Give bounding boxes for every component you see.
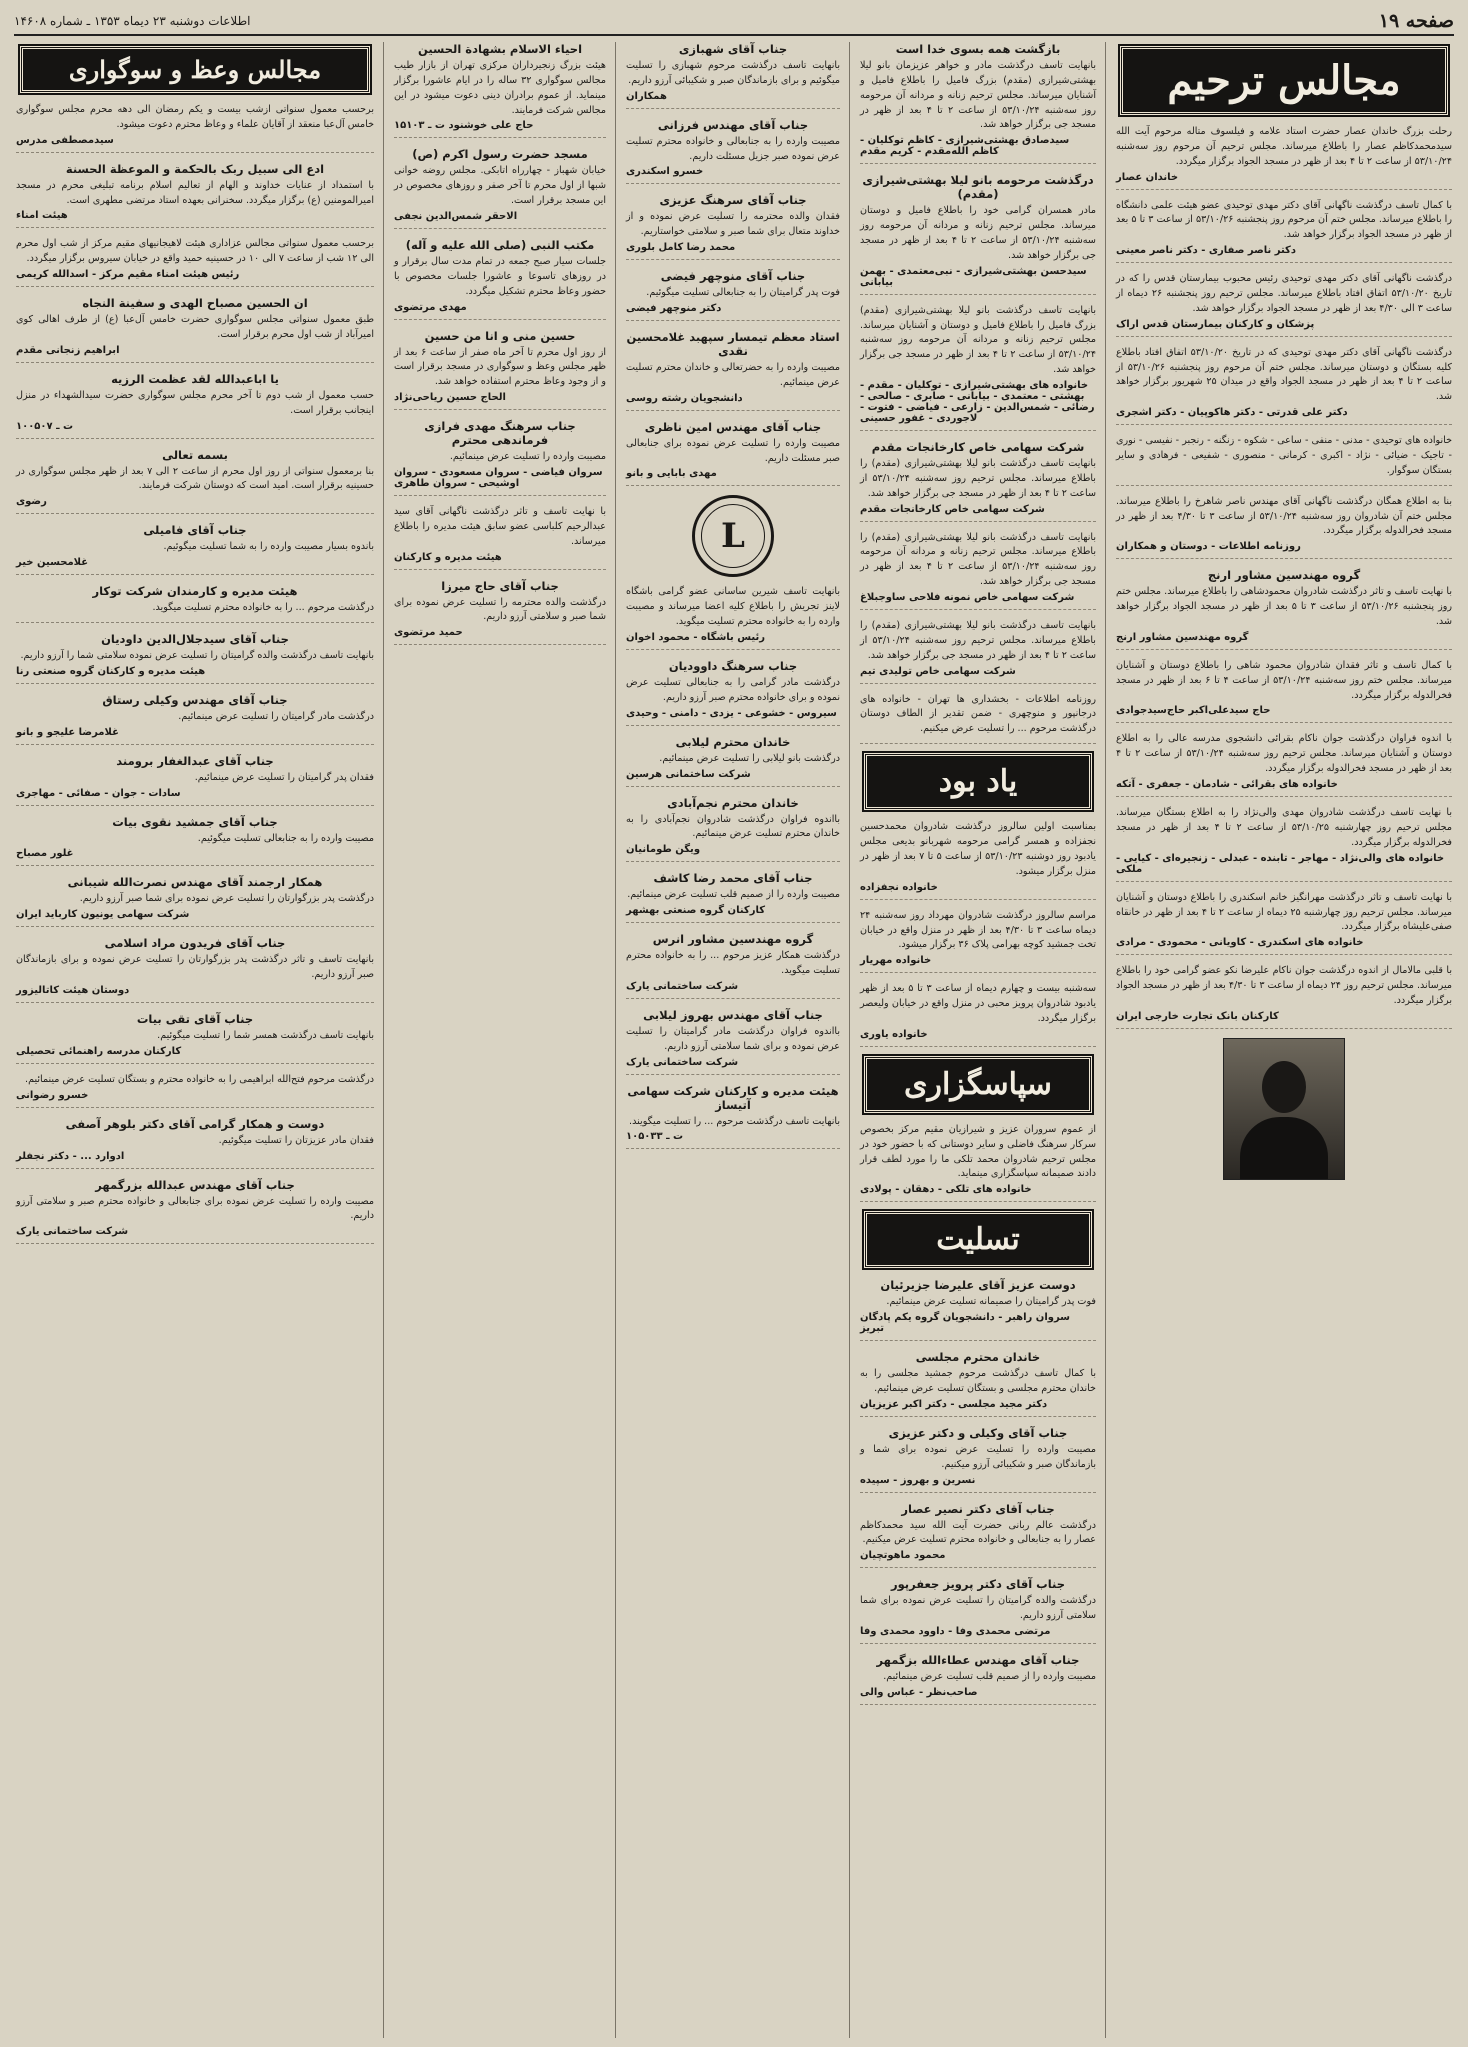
- notice-text: بانهایت تاسف شیرین ساسانی عضو گرامی باشگاه لاینز تجریش را باطلاع کلیه اعضا میرساند و مصیبت وارده را به خانواده محترم تسلیت میگوید.: [626, 586, 840, 628]
- notice-signature: مرتضی محمدی وفا - داوود محمدی وفا: [860, 1625, 1051, 1637]
- notice-text: سه‌شنبه بیست و چهارم دیماه از ساعت ۳ تا ۵ بعد از ظهر یادبود شادروان پرویز محبی در منزل واقع در خیابان ولیعصر برگزار میگردد.: [860, 983, 1096, 1024]
- notice-text: با قلبی مالامال از اندوه درگذشت جوان ناکام علیرضا نکو عضو گرامی خود را باطلاع میرساند. مجلس ترحیم روز ۲۴ دیماه از ساعت ۳ تا ۴/۳۰ بعد از ظهر در مسجد الجواد برگزار میگردد.: [1116, 965, 1452, 1006]
- notice-title: جناب آقای مهندس عبدالله بزرگمهر: [95, 1177, 295, 1192]
- notice-signature: دکتر منوچهر فیضی: [626, 303, 722, 315]
- notice-text: بمناسبت اولین سالروز درگذشت شادروان محمدحسین نجفزاده و همسر گرامی مرحومه شهربانو بدیعی مجلس یادبود روز دوشنبه ۵۳/۱۰/۲۳ از ساعت ۵ تا ۷ بعد از ظهر در منزل برگزار میشود.: [860, 821, 1096, 877]
- notice-title: جناب آقای عبدالغفار برومند: [116, 753, 274, 768]
- notice-signature: دکتر ناصر صفاری - دکتر ناصر معینی: [1116, 245, 1296, 257]
- notice: [394, 147, 606, 229]
- notice-title: جناب سرهنگ داوودیان: [668, 659, 798, 674]
- notice-text: بانهایت تاسف درگذشت بانو لیلا بهشتی‌شیرازی (مقدم) بزرگ فامیل را باطلاع فامیل و دوستان و آشنایان میرساند. مجلس ترحیم زنانه و مردانه آن مرحومه روز سه‌شنبه ۵۳/۱۰/۲۴ از ساعت ۲ تا ۴ بعد از ظهر در مسجد جی برگزار خواهد شد.: [860, 304, 1096, 376]
- notice: [860, 1426, 1096, 1493]
- notice-signature: خانواده های تلکی - دهقان - پولادی: [860, 1184, 1032, 1196]
- notice-signature: پزشکان و کارکنان بیمارستان قدس اراک: [1116, 318, 1315, 330]
- notice: [860, 1278, 1096, 1341]
- notice-title: مسجد حضرت رسول اکرم (ص): [412, 147, 588, 162]
- notice-text: بنا برمعمول سنواتی از روز اول محرم از ساعت ۲ الی ۷ بعد از ظهر مجلس سوگواری در حسینیه برقرار است. امید است که دوستان شرکت فرمایند.: [16, 465, 374, 492]
- banner-yadbud: یاد بود: [864, 753, 1092, 810]
- notice-signature: خانواده های والی‌نژاد - مهاجر - تابنده - عبدلی - زنجیره‌ای - کیایی - ملکی: [1116, 852, 1445, 875]
- notice: [860, 1350, 1096, 1417]
- notice: [1116, 125, 1452, 190]
- notice-title: جناب آقای سرهنگ عزیزی: [659, 193, 807, 208]
- notice-signature: مهدی مرتضوی: [394, 301, 467, 313]
- notice: [626, 871, 840, 923]
- notice-text: بانهایت تاسف درگذشت بانو لیلا بهشتی‌شیرازی (مقدم) را باطلاع میرساند. مجلس ترحیم روز سه‌شنبه ۵۳/۱۰/۲۴ از ساعت ۲ تا ۴ بعد از ظهر در مسجد جی برگزار خواهد شد.: [860, 620, 1096, 661]
- notice-signature: هیئت مدیره و کارکنان گروه صنعتی رنا: [16, 665, 206, 677]
- banner-tarhim: مجالس ترحیم: [1120, 46, 1448, 115]
- notice-signature: خانواده نجفزاده: [860, 881, 938, 893]
- column-vaz: [14, 42, 376, 2038]
- notice-title: جناب آقای تقی بیات: [136, 1012, 254, 1027]
- notice-text: خانواده های توحیدی - مدنی - منفی - ساعی - شکوه - زنگنه - رنجبر - نفیسی - نوری - تاجیک - ضیائی - نژاد - اکبری - کرمانی - منصوری - شفیعی - فرهادی و سایر بستگان سوگوار.: [1116, 435, 1452, 476]
- newspaper-page: [14, 8, 1454, 2038]
- notice-title: جناب آقای مهندس بهروز لیلابی: [643, 1007, 823, 1022]
- notice-signature: خانواده یاوری: [860, 1028, 928, 1040]
- notice: [16, 1117, 374, 1169]
- notice-signature: سیدمصطفی مدرس: [16, 134, 114, 146]
- notice: [1116, 199, 1452, 264]
- notice-text: درگذشت بانو لیلابی را تسلیت عرض مینمائیم.: [659, 752, 840, 764]
- notice-title: درگذشت مرحومه بانو لیلا بهشتی‌شیرازی (مقدم): [862, 173, 1094, 202]
- notice: [1116, 272, 1452, 337]
- notice-signature: هیئت امناء: [16, 210, 68, 222]
- notice: [860, 1502, 1096, 1569]
- notice-signature: شرکت سهامی یونیون کاربايد ایران: [16, 909, 190, 921]
- notice-title: حسین منی و انا من حسین: [424, 328, 576, 343]
- notice-text: مراسم سالروز درگذشت شادروان مهرداد روز سه‌شنبه ۲۴ دیماه ساعت ۳ تا ۴/۳۰ بعد از ظهر در منزل واقع در خیابان تخت جمشید کوچه بهرامی پلاک ۳۶ برگزار میشود.: [860, 909, 1096, 951]
- notice-text: بانهایت تاسف درگذشت مرحوم شهبازی را تسلیت میگوئیم و برای بازماندگان صبر و شکیبائی آرزو داریم.: [626, 60, 840, 86]
- notice-text: برحسب معمول سنواتی ازشب بیست و یکم رمضان الی دهه محرم مجلس سوگواری خامس آل‌عبا منعقد از آقایان علماء و وعاظ محترم دعوت میشود.: [16, 104, 374, 130]
- notice: [860, 304, 1096, 431]
- notice: [860, 1123, 1096, 1202]
- banner-taslit: تسلیت: [864, 1211, 1092, 1268]
- notice-signature: حاج سیدعلی‌اکبر حاج‌سیدجوادی: [1116, 705, 1271, 717]
- notice-title: جناب آقای وکیلی و دکتر عزیزی: [888, 1425, 1068, 1440]
- notice: [626, 659, 840, 726]
- notice-signature: خاندان عصار: [1116, 171, 1179, 183]
- notice: [394, 505, 606, 570]
- notice: [860, 909, 1096, 974]
- notice-title: جناب آقای جمشید نقوی بیات: [112, 814, 278, 829]
- notice-title: بازگشت همه بسوی خدا است: [895, 42, 1061, 56]
- notice-text: مصیبت وارده را تسلیت عرض مینمائیم.: [449, 451, 606, 463]
- page-header: [14, 8, 1454, 36]
- notice: [1116, 495, 1452, 560]
- notice-text: با کمال تاسف درگذشت ناگهانی آقای دکتر مهدی توحیدی عضو هیئت علمی دانشگاه را باطلاع میرساند. مجلس ختم آن مرحوم روز پنجشنبه ۵۳/۱۰/۲۶ از ساعت ۳ تا ۵ بعد از ظهر در مسجد الجواد برگزار خواهد شد.: [1116, 199, 1452, 241]
- notice: [860, 440, 1096, 522]
- notice-signature: ویگن طومانیان: [626, 844, 701, 856]
- notice-signature: همکاران: [626, 90, 667, 102]
- notice-text: مصیبت وارده را تسلیت عرض نموده برای جنابعالی صبر مسئلت داریم.: [626, 437, 840, 464]
- banner-vaz: مجالس وعظ و سوگواری: [20, 46, 370, 93]
- issue-line: اطلاعات دوشنبه ۲۳ دیماه ۱۳۵۳ ـ شماره ۱۴۶۰۸: [14, 14, 251, 28]
- page-number: صفحه ۱۹: [1378, 10, 1454, 32]
- notice: [16, 1012, 374, 1064]
- notice-title: دوست و همکار گرامی آقای دکتر بلوهر آصفی: [65, 1116, 325, 1131]
- notice-text: مصیبت وارده را به حضرتعالی و خاندان محترم تسلیت عرض مینمائیم.: [626, 362, 840, 388]
- notice-title: جناب آقای منوچهر فیضی: [660, 269, 806, 284]
- notice-text: مصیبت وارده را از صمیم قلب تسلیت عرض مینمائیم.: [627, 889, 840, 901]
- notice-title: استاد معظم تیمسار سپهبد غلامحسین نقدی: [626, 330, 840, 359]
- notice-title: احیاء الاسلام بشهادة الحسین: [417, 42, 583, 56]
- notice-signature: خسرو اسکندری: [626, 166, 704, 178]
- notice: [626, 118, 840, 185]
- notice: [626, 1084, 840, 1150]
- notice-signature: صاحب‌نظر - عباس والی: [860, 1686, 978, 1698]
- notice: [16, 693, 374, 745]
- notice-signature: نسرین و بهروز - سپیده: [860, 1474, 976, 1486]
- notice-signature: خانواده مهریار: [860, 955, 932, 967]
- notice-signature: ابراهیم زنجانی مقدم: [16, 344, 120, 356]
- notice: [626, 932, 840, 999]
- notice: [16, 523, 374, 575]
- notice-text: از عموم سروران عزیز و شیرازیان مقیم مرکز بخصوص سرکار سرهنگ فاضلی و سایر دوستانی که با حضور خود در مجلس ترحیم شادروان محمد تلکی ما را مورد لطف قرار دادند صمیمانه سپاسگزاری مینماید.: [860, 1123, 1096, 1180]
- notice-signature: خسرو رضوانی: [16, 1089, 89, 1101]
- notice: [1116, 346, 1452, 425]
- notice: [1116, 891, 1452, 956]
- notice-text: مصیبت وارده را به جنابعالی و خانواده محترم تسلیت عرض نموده صبر جزیل مسئلت داریم.: [626, 135, 840, 162]
- notice-signature: مهدی بابایی و بانو: [626, 468, 717, 480]
- notice-signature: رئیس باشگاه - محمود اخوان: [626, 632, 765, 644]
- notice: [1116, 434, 1452, 486]
- notice-text: بااندوه فراوان درگذشت شادروان نجم‌آبادی را به خاندان محترم تسلیت عرض مینمائیم.: [626, 813, 840, 840]
- notice-text: بانهایت تاسف و تاثر درگذشت پدر بزرگوارتان را تسلیت عرض نموده و برای بازماندگان صبر آرزو داریم.: [16, 954, 374, 981]
- notice-signature: ت ـ ۱۰۰۵۰۷: [16, 420, 74, 432]
- notice-signature: محمد رضا کامل بلوری: [626, 242, 736, 254]
- notice-text: مصیبت وارده را از صمیم قلب تسلیت عرض مینمائیم.: [883, 1670, 1096, 1682]
- notice: [16, 103, 374, 153]
- notice-title: هیئت مدیره و کارمندان شرکت توکار: [92, 584, 298, 599]
- notice-title: جناب آقای دکتر پرویز جعفرپور: [890, 1577, 1066, 1592]
- notice-text: با کمال تاسف درگذشت مرحوم جمشید مجلسی را به خاندان محترم مجلسی و بستگان تسلیت عرض مینمائیم.: [860, 1368, 1096, 1394]
- notice: [860, 1653, 1096, 1705]
- notice-text: خیابان شهباز - چهارراه اتابکی. مجلس روضه خوانی شبها از اول محرم تا آخر صفر و روزهای مخصوص در این مسجد برقرار است.: [394, 165, 606, 207]
- notice-signature: حاج علی خوشنود ت ـ ۱۵۱۰۳: [394, 120, 534, 132]
- notice: [16, 1073, 374, 1108]
- notice-signature: خانواده های اسکندری - کاویانی - محمودی - مرادی: [1116, 937, 1364, 949]
- notice-text: فقدان مادر عزیزتان را تسلیت میگوئیم.: [218, 1134, 374, 1146]
- notice-title: جناب سرهنگ مهدی فرازی فرماندهی محترم: [424, 419, 576, 448]
- notice: [16, 632, 374, 684]
- notice-title: جناب آقای مهندس فرزانی: [657, 117, 809, 132]
- notice-text: بااندوه فراوان درگذشت مادر گرامیتان را تسلیت عرض نموده و برای شما سلامتی آرزو داریم.: [626, 1025, 840, 1052]
- notice-text: درگذشت ناگهانی آقای دکتر مهدی توحیدی رئیس محبوب بیمارستان قدس را که در تاریخ ۵۳/۱۰/۲۰ اتفاق افتاد باطلاع میرساند. مجلس ترحیم روز پنجشنبه ۲۶ دیماه از ساعت ۳ الی ۴/۳۰ بعد از ظهر در مسجد الجواد برگزار خواهد شد.: [1116, 273, 1452, 314]
- notice: [1116, 964, 1452, 1029]
- notice: [16, 296, 374, 363]
- notice-text: بانهایت تاسف درگذشت بانو لیلا بهشتی‌شیرازی (مقدم) را باطلاع میرساند. مجلس ترحیم زنانه و مردانه آن مرحومه روز سه‌شنبه ۵۳/۱۰/۲۴ از ساعت ۲ تا ۴ بعد از ظهر در مسجد جی برگزار خواهد شد.: [860, 531, 1097, 588]
- notice: [16, 1178, 374, 1245]
- notice-signature: شرکت ساختمانی یارک: [626, 1056, 739, 1068]
- notice-text: فقدان والده محترمه را تسلیت عرض نموده و از خداوند متعال برای شما صبر و سلامتی خواستاریم.: [626, 211, 840, 238]
- notice-text: بانهایت تاسف درگذشت مرحوم ... را تسلیت میگویند.: [629, 1115, 840, 1127]
- notice-signature: گروه مهندسین مشاور ارنج: [1116, 631, 1249, 643]
- notice-title: جناب آقای فامیلی: [143, 523, 247, 538]
- notice-text: درگذشت مادر گرامیتان را تسلیت عرض مینمائیم.: [178, 710, 374, 722]
- notice-signature: غلامرضا علیجو و بانو: [16, 726, 119, 738]
- notice-text: درگذشت همکار عزیز مرحوم ... را به خانواده محترم تسلیت میگوید.: [626, 950, 840, 977]
- notice-title: جناب آقای مهندس عطاءالله بزگمهر: [876, 1652, 1080, 1667]
- notice-title: شرکت سهامی خاص کارخانجات مقدم: [871, 440, 1085, 455]
- notice-signature: سروان راهبر - دانشجویان گروه یکم پادگان تبریز: [860, 1312, 1071, 1335]
- notice-text: با اندوه فراوان درگذشت جوان ناکام بقرائی دانشجوی مدرسه عالی را به اطلاع دوستان و آشنایان میرساند. مجلس ترحیم روز سه‌شنبه ۵۳/۱۰/۲۴ از ساعت ۲ تا ۴ بعد از ظهر در مسجد فخرالدوله برگزار میگردد.: [1116, 733, 1452, 775]
- notice-text: فوت پدر گرامیتان را به جنابعالی تسلیت میگوئیم.: [646, 287, 840, 299]
- notice-text: درگذشت مرحوم فتح‌الله ابراهیمی را به خانواده محترم و بستگان تسلیت عرض مینمائیم.: [25, 1073, 374, 1085]
- notice-text: درگذشت پدر بزرگوارتان را تسلیت عرض نموده برای شما صبر آرزو داریم.: [79, 893, 374, 905]
- notice: [1116, 806, 1452, 882]
- notice-text: فقدان پدر گرامیتان را تسلیت عرض مینمائیم.: [194, 771, 374, 783]
- notice: [860, 531, 1096, 610]
- notice-signature: الاحقر شمس‌الدین نجفی: [394, 211, 518, 223]
- notice: [394, 42, 606, 138]
- notice-signature: کارکنان بانک تجارت خارجی ایران: [1116, 1010, 1279, 1022]
- notice-signature: شرکت سهامی خاص کارخانجات مقدم: [860, 503, 1045, 515]
- notice: [16, 815, 374, 867]
- notice-text: حسب معمول از شب دوم تا آخر محرم مجلس سوگواری حضرت سیدالشهداء در منزل اینجانب برقرار است.: [16, 389, 374, 416]
- notice-signature: روزنامه اطلاعات - دوستان و همکاران: [1116, 541, 1301, 553]
- notice-title: هیئت مدیره و کارکنان شرکت سهامی آتیساز: [627, 1083, 839, 1112]
- notice-signature: شرکت ساختمانی یارک: [626, 980, 739, 992]
- notice: [860, 619, 1096, 684]
- notice-signature: دوستان هیئت کاتالیزور: [16, 985, 130, 997]
- notice-signature: هیئت مدیره و کارکنان: [394, 551, 502, 563]
- notice-signature: سیدصادق بهشتی‌شیرازی - کاظم توکلیان - کاظم الله‌مقدم - کریم مقدم: [860, 135, 1070, 158]
- notice-text: طبق معمول سنواتی مجلس سوگواری حضرت خامس آل‌عبا (ع) از طرف اهالی کوی امیرآباد از شب اول محرم برقرار است.: [16, 314, 374, 341]
- notice-title: خاندان محترم مجلسی: [915, 1350, 1041, 1365]
- notice-signature: ت ـ ۱۰۵۰۳۳: [626, 1131, 684, 1143]
- notice-title: جناب آقای فریدون مراد اسلامی: [104, 936, 286, 951]
- notice: [626, 796, 840, 863]
- notice-text: با استمداد از عنایات خداوند و الهام از تعالیم اسلام برنامه تبلیغی محرم در مسجد امیرالمومنین (ع) برگزار میگردد. سخنرانی بعهده استاد مرتضی مطهری است.: [16, 179, 374, 206]
- notice-signature: دکتر علی قدرتی - دکتر هاکوپیان - دکتر اشجری: [1116, 407, 1348, 419]
- notice-title: جناب آقای دکتر نصیر عصار: [901, 1501, 1055, 1516]
- notice-text: با نهایت تاسف درگذشت شادروان مهدی والی‌نژاد را به اطلاع بستگان میرساند. مجلس ترحیم روز چهارشنبه ۵۳/۱۰/۲۵ از ساعت ۲ تا ۴ بعد از ظهر در مسجد فخرالدوله برگزار میگردد.: [1116, 807, 1452, 848]
- notice: [626, 735, 840, 787]
- notice-title: یا اباعبدالله لقد عظمت الرزیه: [111, 371, 279, 386]
- column-tarhim: [1114, 42, 1454, 2038]
- notice-signature: سروان فیاضی - سروان مسعودی - سروان اوشیحی - سروان طاهری: [394, 467, 603, 490]
- notice-signature: محمود ماهوتچیان: [860, 1550, 946, 1562]
- notice-title: همکار ارجمند آقای مهندس نصرت‌الله شیبانی: [67, 875, 323, 890]
- notice-text: از روز اول محرم تا آخر ماه صفر از ساعت ۶ بعد از ظهر مجلس وعظ و سوگواری در مسجد برقرار است و از وجود وعاظ محترم استفاده خواهد شد.: [394, 346, 607, 388]
- notice-title: جناب آقای مهندس امین ناظری: [644, 419, 822, 434]
- notice-signature: خانواده های بقرائی - شادمان - جعفری - آتکه: [1116, 779, 1338, 791]
- notice-title: جناب آقای سیدجلال‌الدین داودیان: [101, 632, 289, 647]
- notice-text: مصیبت وارده را تسلیت عرض نموده برای شما و بازماندگان صبر و شکیبائی آرزو میکنیم.: [860, 1443, 1096, 1470]
- notice-signature: دکتر مجید مجلسی - دکتر اکبر عزیزیان: [860, 1398, 1048, 1410]
- notice: [16, 875, 374, 927]
- notice-signature: حمید مرتضوی: [394, 627, 463, 639]
- notice-signature: سیروس - خشوعی - یزدی - دامنی - وحیدی: [626, 707, 837, 719]
- notice-text: درگذشت مرحوم ... را به خانواده محترم تسلیت میگوید.: [152, 602, 374, 614]
- notice-text: بانهایت تاسف درگذشت والده گرامیتان را تسلیت عرض نموده سلامتی شما را آرزو داریم.: [20, 650, 374, 662]
- notice-title: گروه مهندسین مشاور ارنج: [1207, 568, 1361, 583]
- notice: [16, 754, 374, 806]
- notice-text: باندوه بسیار مصیبت وارده را به شما تسلیت میگوئیم.: [163, 541, 374, 553]
- notice-title: بسمه تعالی: [162, 447, 228, 462]
- notice-text: درگذشت عالم ربانی حضرت آیت الله سید محمدکاظم عصار را به جنابعالی و خانواده محترم تسلیت عرض میکنیم.: [860, 1519, 1096, 1546]
- notice: [394, 419, 606, 496]
- lions-club-logo: L: [692, 495, 774, 577]
- notice: [860, 42, 1096, 164]
- notice-text: با کمال تاسف و تاثر فقدان شادروان محمود شاهی را باطلاع دوستان و آشنایان میرساند. مجلس ختم روز سه‌شنبه ۵۳/۱۰/۲۴ از ساعت ۴ تا ۶ بعد از ظهر در مسجد فخرالدوله برگزار میگردد.: [1116, 659, 1452, 701]
- notice-signature: کارکنان گروه صنعتی بهشهر: [626, 905, 766, 917]
- notice-text: بنا به اطلاع همگان درگذشت ناگهانی آقای مهندس ناصر شاهرخ را باطلاع میرساند. مجلس ختم آن شادروان روز سه‌شنبه ۵۳/۱۰/۲۴ از ساعت ۳ تا ۴/۳۰ بعد از ظهر در مسجد فخرالدوله برگزار میگردد.: [1116, 495, 1453, 537]
- notice-text: درگذشت مادر گرامی را به جنابعالی تسلیت عرض نموده و برای خانواده محترم صبر آرزو داریم.: [626, 677, 840, 703]
- notice-title: گروه مهندسین مشاور انرس: [652, 932, 814, 947]
- notice: [860, 173, 1096, 294]
- notice: [394, 329, 606, 411]
- notice: [16, 584, 374, 623]
- notice: [626, 269, 840, 321]
- notice-text: رحلت بزرگ خاندان عصار حضرت استاد علامه و فیلسوف متاله مرحوم آیت الله سیدمحمدکاظم عصار را باطلاع میرساند. مجلس ترحیم آن مرحوم روز سه‌شنبه ۵۳/۱۰/۲۴ از ساعت ۲ تا ۴ بعد از ظهر در مسجد الجواد برگزار میگردد.: [1116, 126, 1452, 167]
- notice: [626, 420, 840, 487]
- notice: [626, 42, 840, 109]
- notice-text: بانهایت تاسف درگذشت همسر شما را تسلیت میگوئیم.: [157, 1030, 374, 1042]
- notice-signature: الحاج حسین ریاحی‌نژاد: [394, 392, 506, 404]
- notice-signature: سیدحسن بهشتی‌شیرازی - نبی‌معتمدی - بهمن بیابانی: [860, 265, 1087, 288]
- notice-text: جلسات سیار صبح جمعه در تمام مدت سال برقرار و در روزهای تاسوعا و عاشورا جلسات مخصوص با حضور وعاظ محترم تشکیل میگردد.: [394, 256, 606, 297]
- column-4: [392, 42, 608, 2038]
- notice-signature: خانواده های بهشتی‌شیرازی - توکلیان - مقدم - بهشتی - معتمدی - بیابانی - صابری - صالحی - رضائی - شمس‌الدین - زارعی - فیاضی - فتوت - لاجوردی - غفور حسینی: [860, 380, 1095, 425]
- notice-signature: غلامحسین خیر: [16, 557, 89, 569]
- notice-text: با نهایت تاسف و تاثر درگذشت مهرانگیز خانم اسکندری را باطلاع دوستان و آشنایان میرساند. مجلس ترحیم روز چهارشنبه ۲۵ دیماه از ساعت ۲ تا ۴ بعد از ظهر در خانقاه صفی‌علیشاه برگزار میگردد.: [1116, 891, 1452, 933]
- notice: [16, 372, 374, 439]
- notice: [860, 693, 1096, 745]
- notice-signature: کارکنان مدرسه راهنمائی تحصیلی: [16, 1045, 182, 1057]
- notice: [394, 579, 606, 646]
- notice-title: جناب آقای مهندس وکیلی رستاق: [102, 692, 288, 707]
- notice-signature: شرکت سهامی خاص تولیدی تیم: [860, 665, 1016, 677]
- notice-title: جناب آقای حاج میرزا: [441, 578, 559, 593]
- notice: [1116, 659, 1452, 724]
- notice-title: مکتب النبی (صلی الله علیه و آله): [405, 238, 595, 253]
- notice: [860, 820, 1096, 899]
- notice-signature: شرکت ساختمانی یارک: [16, 1226, 129, 1238]
- notice: [860, 982, 1096, 1047]
- notice-text: با نهایت تاسف و تاثر درگذشت شادروان محمودشاهی را باطلاع میرساند. مجلس ختم روز پنجشنبه ۵۳/۱۰/۲۶ از ساعت ۳ تا ۵ بعد از ظهر در مسجد الجواد برگزار خواهد شد.: [1116, 586, 1452, 628]
- notice-title: دوست عزیز آقای علیرضا جزیرئیان: [880, 1278, 1076, 1293]
- notice-title: ان الحسین مصباح الهدی و سفینة النجاه: [82, 296, 308, 311]
- notice-title: جناب آقای شهبازی: [678, 42, 788, 56]
- notice: [626, 1008, 840, 1075]
- notice-text: بانهایت تاسف درگذشت مادر و خواهر عزیزمان بانو لیلا بهشتی‌شیرازی (مقدم) بزرگ فامیل را باطلاع فامیل و آشنایان میرساند. مجلس ترحیم زنانه و مردانه آن مرحومه روز سه‌شنبه ۵۳/۱۰/۲۴ از ساعت ۲ تا ۴ بعد از ظهر در مسجد جی برگزار خواهد شد.: [860, 60, 1097, 131]
- portrait-photo: [1223, 1038, 1345, 1180]
- notice-title: خاندان محترم نجم‌آبادی: [667, 795, 799, 810]
- notice: [1116, 732, 1452, 797]
- notice-signature: شرکت ساختمانی هرسین: [626, 768, 751, 780]
- notice: [1116, 568, 1452, 650]
- notice-title: ادع الی سبیل ربک بالحکمة و الموعظة الحسنة: [65, 161, 325, 176]
- notice: [394, 238, 606, 320]
- notice: [860, 1577, 1096, 1644]
- notice-text: مصیبت وارده را به جنابعالی تسلیت میگوئیم.: [197, 832, 374, 844]
- notice: [16, 448, 374, 515]
- notice: [16, 162, 374, 229]
- notice-text: با نهایت تاسف و تاثر درگذشت ناگهانی آقای سید عبدالرحیم کلباسی عضو سابق هیئت مدیره را باطلاع میرساند.: [394, 506, 606, 547]
- column-yadbud: [858, 42, 1098, 2038]
- notice-text: فوت پدر گرامیتان را صمیمانه تسلیت عرض مینمائیم.: [886, 1296, 1096, 1308]
- notice: [626, 330, 840, 411]
- notice-signature: شرکت سهامی خاص نمونه فلاحی ساوجبلاغ: [860, 592, 1075, 604]
- notice-text: درگذشت والده گرامیتان را تسلیت عرض نموده برای شما سلامتی آرزو داریم.: [860, 1595, 1096, 1622]
- notice: [16, 237, 374, 287]
- notice-signature: رضوی: [16, 496, 47, 508]
- notice-text: روزنامه اطلاعات - بخشداری ها تهران - خانواده های درجانپور و منوچهری - ضمن تقدیر از الطاف دوستان درگذشت مرحوم ... را تسلیت عرض میکنیم.: [860, 693, 1096, 735]
- column-3: [624, 42, 842, 2038]
- notice-title: خاندان محترم لیلابی: [675, 734, 791, 749]
- banner-sepas: سپاسگزاری: [864, 1056, 1092, 1113]
- notice-signature: دانشجویان رشته روسی: [626, 392, 743, 404]
- notice: [626, 193, 840, 260]
- notice-signature: سادات - جوان - صفائی - مهاجری: [16, 787, 181, 799]
- notice-title: جناب آقای محمد رضا کاشف: [653, 871, 813, 886]
- notice-text: هیئت بزرگ زنجیرداران مرکزی تهران از بازار طیب مجالس سوگواری ۳۲ ساله را در ایام عاشورا برگزار مینماید. از عموم برادران دینی دعوت میشود در این مجالس شرکت فرمایند.: [394, 60, 606, 116]
- notice-text: مصیبت وارده را تسلیت عرض نموده برای جنابعالی و خانواده محترم صبر و سلامتی آرزو داریم.: [16, 1195, 374, 1222]
- notice: [16, 936, 374, 1003]
- notice-text: مادر همسران گرامی خود را باطلاع فامیل و دوستان میرساند. مجلس ترحیم زنانه و مردانه آن مرحومه روز سه‌شنبه ۵۳/۱۰/۲۴ از ساعت ۲ تا ۴ بعد از ظهر در مسجد جی برگزار خواهد شد.: [860, 205, 1096, 261]
- notice-text: بانهایت تاسف درگذشت بانو لیلا بهشتی‌شیرازی (مقدم) را باطلاع میرساند. مجلس ترحیم روز سه‌شنبه ۵۳/۱۰/۲۴ از ساعت ۲ تا ۴ بعد از ظهر در مسجد جی برگزار خواهد شد.: [860, 458, 1096, 499]
- notice-signature: غلور مصباح: [16, 848, 74, 860]
- notice-text: درگذشت ناگهانی آقای دکتر مهدی توحیدی که در تاریخ ۵۳/۱۰/۲۰ اتفاق افتاد باطلاع کلیه بستگان و دوستان میرساند. مجلس ختم آن مرحوم روز پنجشنبه ۵۳/۱۰/۲۶ از ساعت ۲ تا ۴ بعد از ظهر در مسجد الجواد واقع در میدان ۲۵ شهریور برگزار خواهد شد.: [1116, 346, 1452, 403]
- notice: [626, 585, 840, 650]
- notice-signature: رئیس هیئت امناء مقیم مرکز - اسدالله کریمی: [16, 269, 240, 281]
- notice-signature: ادوارد ... - دکتر نجفلر: [16, 1150, 125, 1162]
- notice-text: برحسب معمول سنواتی مجالس عزاداری هیئت لاهیجانیهای مقیم مرکز از شب اول محرم الی ۱۲ شب از ساعت ۷ الی ۱۰ در حسینیه حمید واقع در خیابان سیروس برگزار میگردد.: [16, 238, 374, 265]
- notice-text: درگذشت والده محترمه را تسلیت عرض نموده برای شما صبر و سلامتی آرزو داریم.: [394, 596, 606, 623]
